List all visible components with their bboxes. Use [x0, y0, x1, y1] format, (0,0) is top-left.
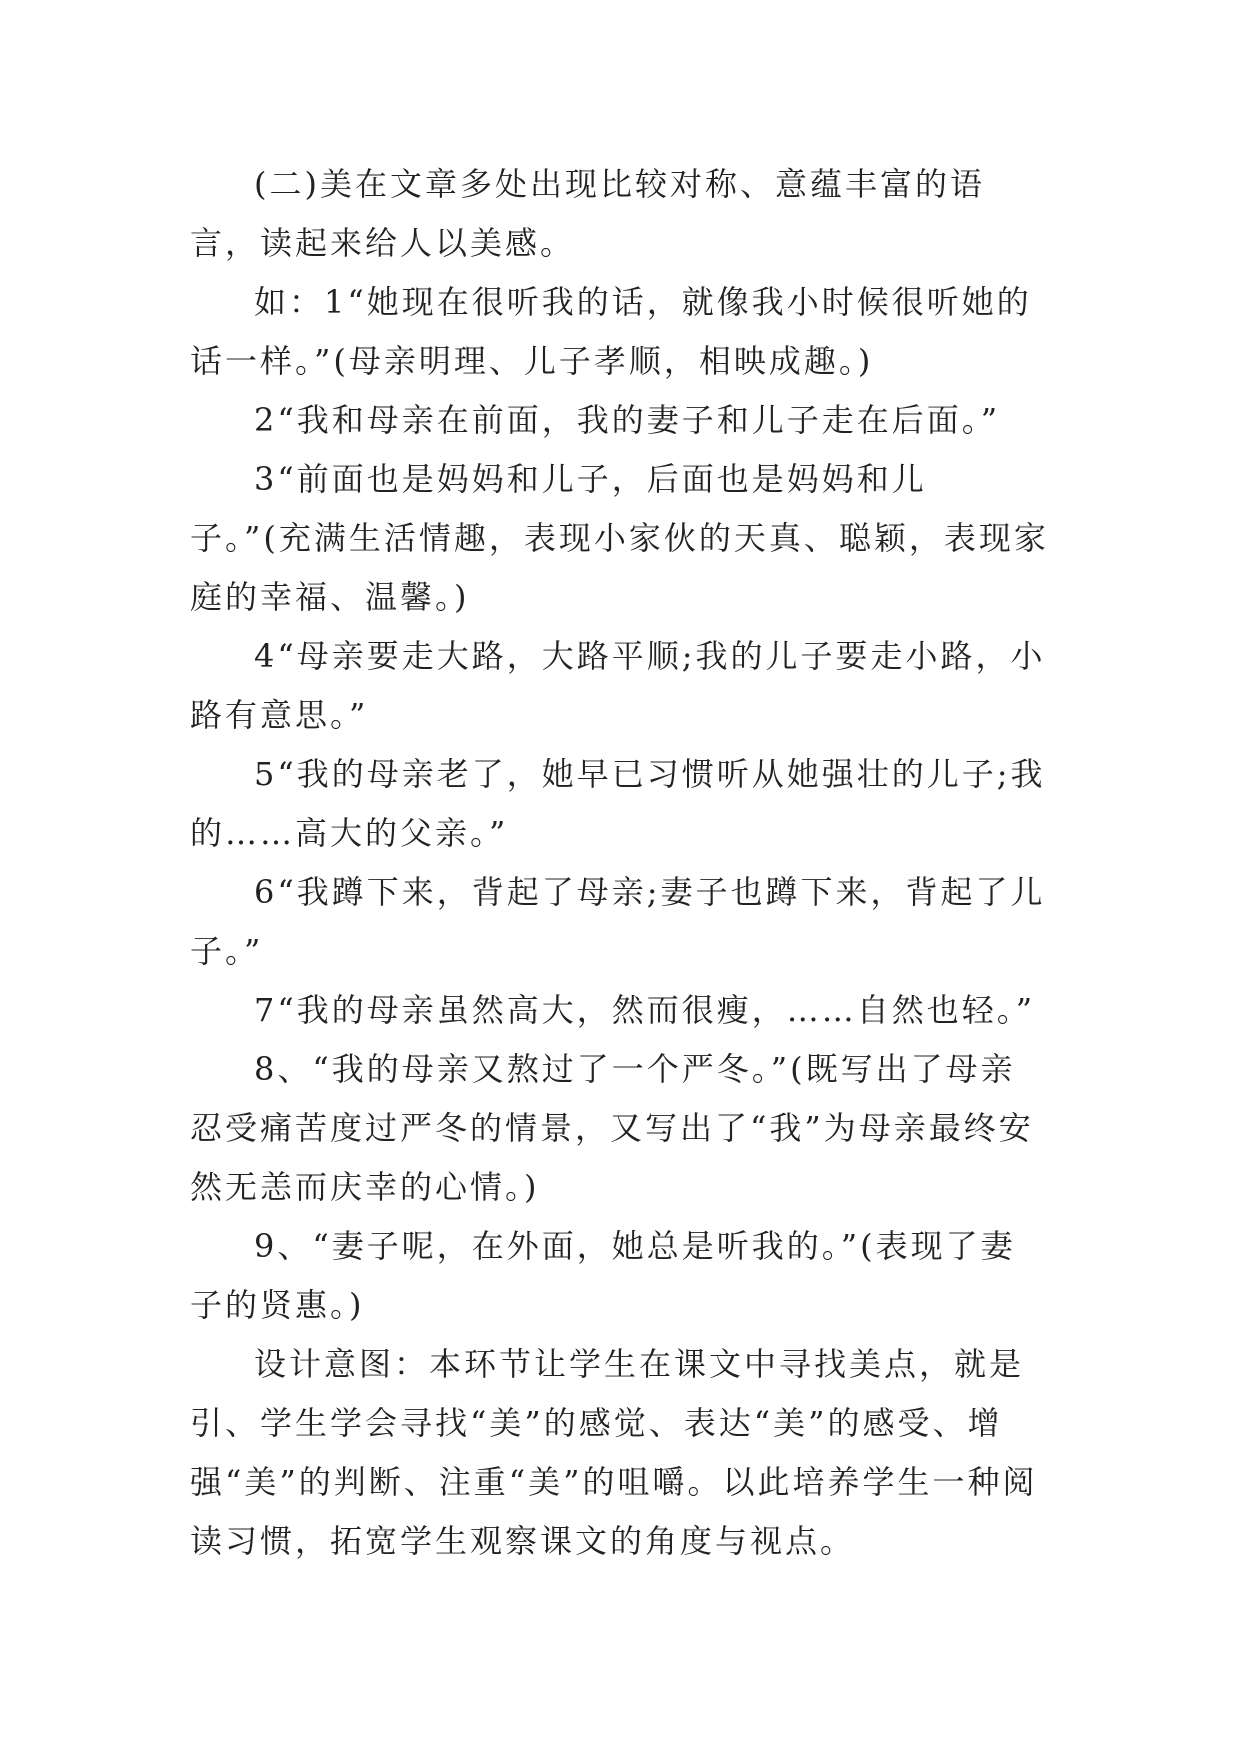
paragraph-example-6: 6“我蹲下来，背起了母亲;妻子也蹲下来，背起了儿子。” — [190, 873, 1046, 970]
paragraph-intro: (二)美在文章多处出现比较对称、意蕴丰富的语言，读起来给人以美感。 — [190, 165, 985, 262]
paragraph-example-5: 5“我的母亲老了，她早已习惯听从她强壮的儿子;我的……高大的父亲。” — [190, 755, 1046, 852]
paragraph-design-intent: 设计意图：本环节让学生在课文中寻找美点，就是引、学生学会寻找“美”的感觉、表达“美”的感受、增强“美”的判断、注重“美”的咀嚼。以此培养学生一种阅读习惯，拓宽学生观察课文的角度与视点。 — [190, 1345, 1038, 1560]
paragraph-example-9: 9、“妻子呢，在外面，她总是听我的。”(表现了妻子的贤惠。) — [190, 1227, 1016, 1324]
paragraph-example-8: 8、“我的母亲又熬过了一个严冬。”(既写出了母亲忍受痛苦度过严冬的情景，又写出了“我”为母亲最终安然无恙而庆幸的心情。) — [190, 1050, 1034, 1206]
paragraph-example-3: 3“前面也是妈妈和儿子，后面也是妈妈和儿子。”(充满生活情趣，表现小家伙的天真、聪颖，表现家庭的幸福、温馨。) — [190, 460, 1049, 616]
paragraph-example-1: 如：1“她现在很听我的话，就像我小时候很听她的话一样。”(母亲明理、儿子孝顺，相映成趣。) — [190, 283, 1032, 380]
paragraph-example-2: 2“我和母亲在前面，我的妻子和儿子走在后面。” — [254, 401, 1001, 439]
paragraph-example-4: 4“母亲要走大路，大路平顺;我的儿子要走小路，小路有意思。” — [190, 637, 1046, 734]
document-body — [190, 155, 1050, 1571]
paragraph-example-7: 7“我的母亲虽然高大，然而很瘦，……自然也轻。” — [254, 991, 1036, 1029]
